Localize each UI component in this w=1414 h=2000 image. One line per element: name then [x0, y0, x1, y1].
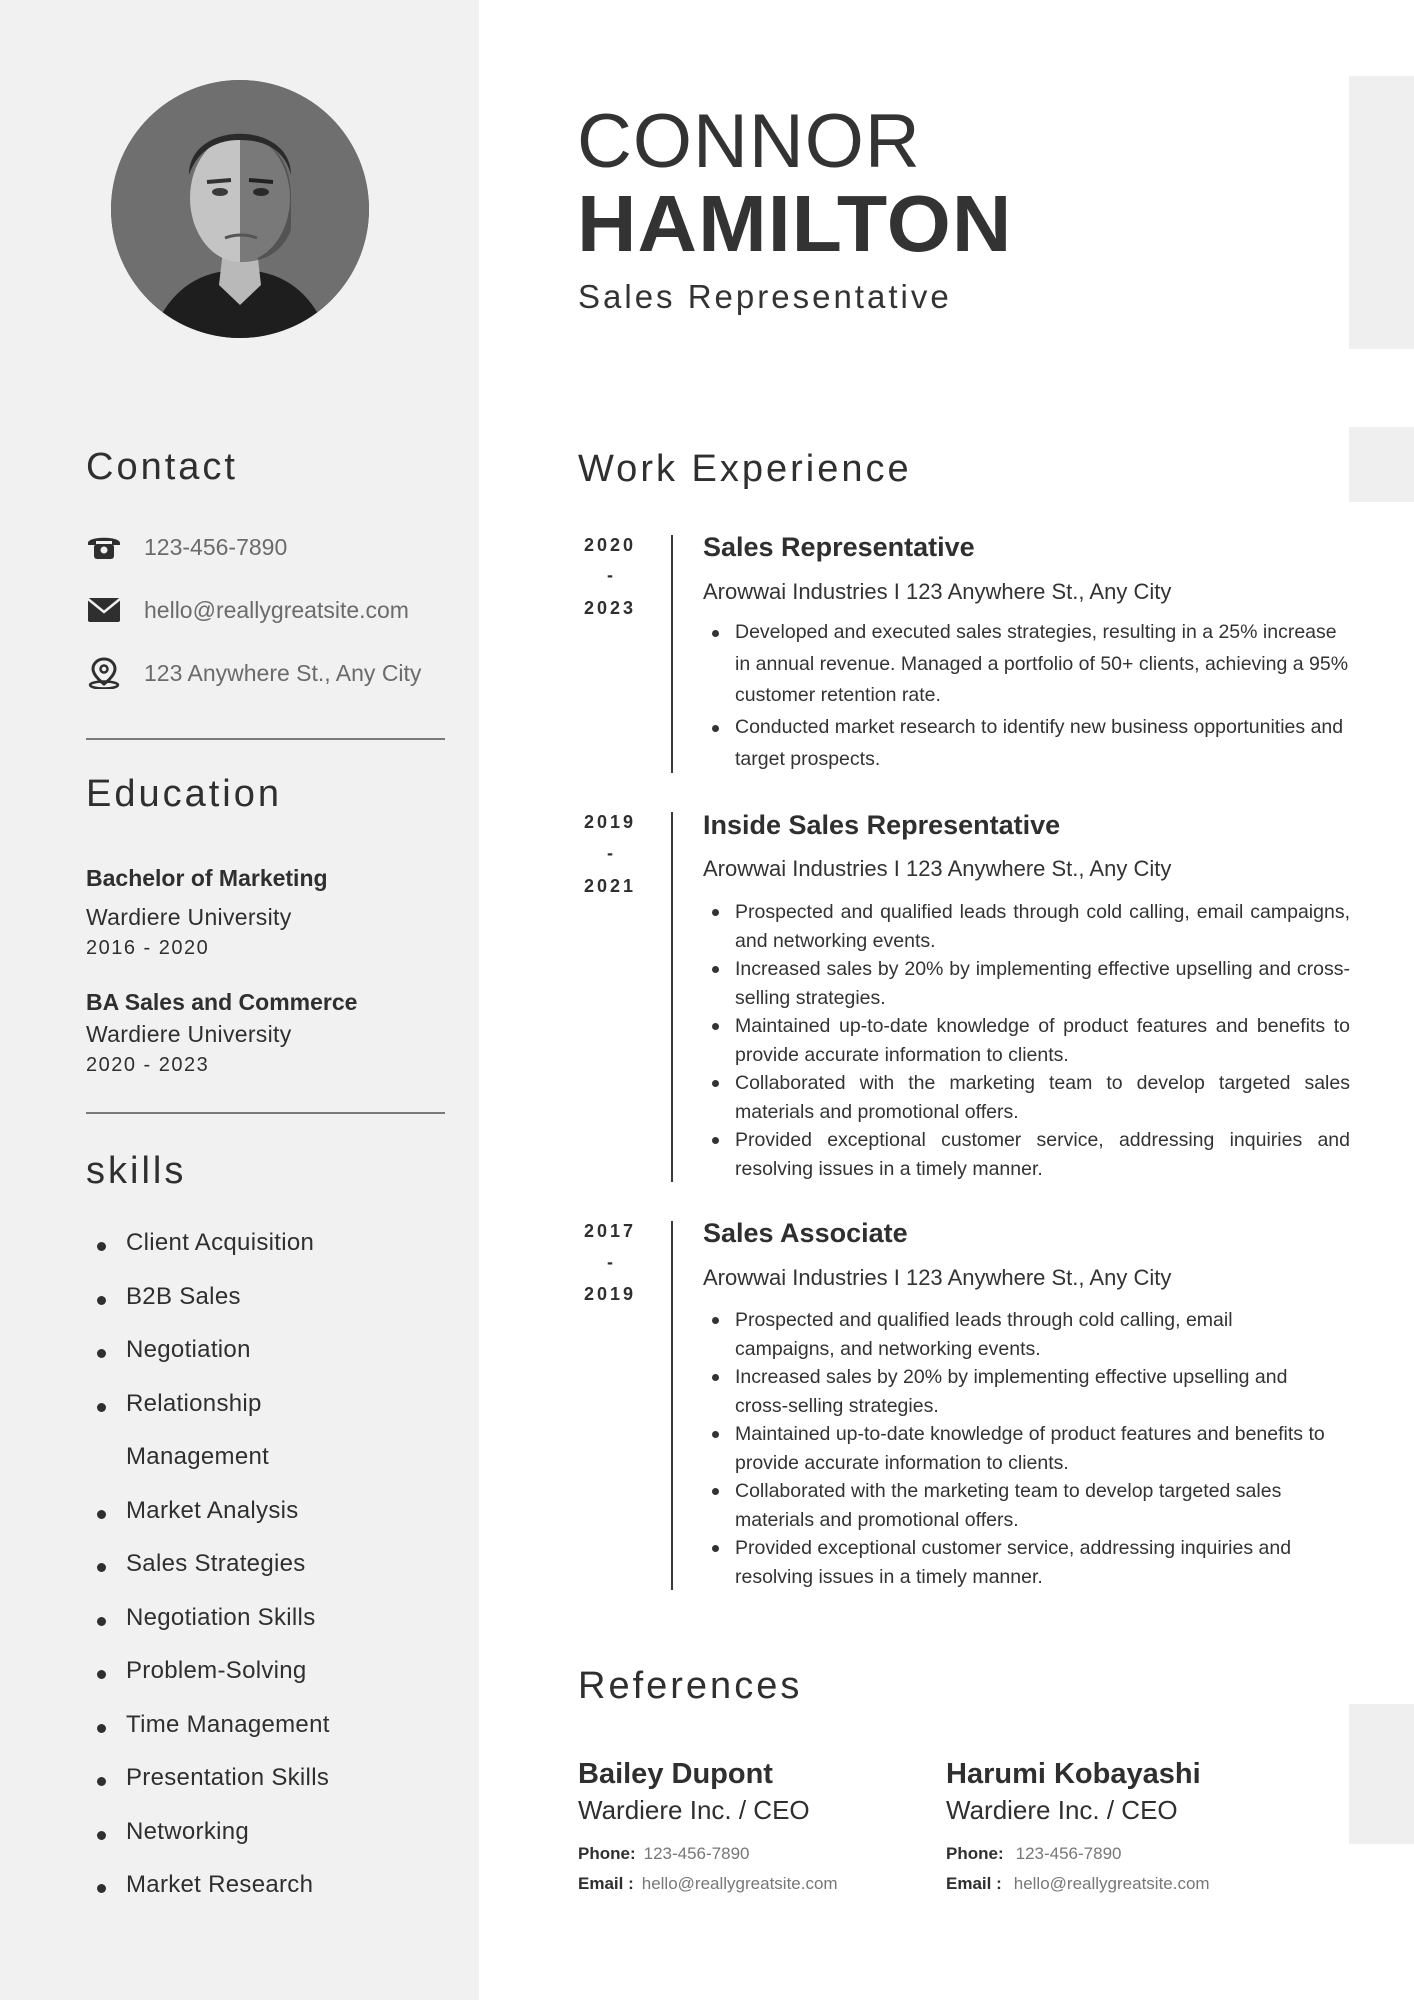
contact-address-text: 123 Anywhere St., Any City [144, 659, 422, 686]
bullet-icon [97, 1617, 106, 1626]
job-year-dash: - [607, 1252, 613, 1272]
reference-role: Wardiere Inc. / CEO [946, 1795, 1178, 1825]
timeline-line [671, 1221, 673, 1590]
job-role: Sales Associate [703, 1218, 908, 1248]
job-title: Sales Representative [578, 278, 952, 315]
reference-phone: Phone: 123-456-7890 [946, 1844, 1122, 1863]
bullet-icon [712, 966, 719, 973]
bullet-icon [97, 1403, 106, 1412]
portrait-illustration [111, 80, 369, 338]
bullet-icon [712, 1317, 719, 1324]
education-degree-1: Bachelor of Marketing [86, 865, 328, 891]
education-years-1: 2016 - 2020 [86, 937, 210, 959]
bullet-icon [712, 1488, 719, 1495]
job-bullet: Collaborated with the marketing team to develop targeted sales materials and promotional offers. [703, 1477, 1333, 1534]
bullet-icon [97, 1670, 106, 1679]
reference-email: Email : hello@reallygreatsite.com [578, 1874, 838, 1893]
job-bullet: Developed and executed sales strategies, resulting in a 25% increase in annual revenue. Managed a portfolio of 50+ clients, achieving a 95% customer retention rate. [703, 617, 1350, 712]
job-role: Inside Sales Representative [703, 810, 1061, 840]
bullet-icon [97, 1242, 106, 1251]
contact-heading: Contact [86, 446, 238, 488]
bullet-icon [712, 630, 719, 637]
job-bullets [703, 898, 1350, 1183]
job-bullet: Prospected and qualified leads through cold calling, email campaigns, and networking events. [703, 898, 1350, 955]
job-bullet: Conducted market research to identify new business opportunities and target prospects. [703, 712, 1350, 775]
bullet-icon [97, 1831, 106, 1840]
job-bullet: Increased sales by 20% by implementing effective upselling and cross-selling strategies. [703, 955, 1350, 1012]
bullet-icon [712, 1545, 719, 1552]
divider-education [86, 1112, 445, 1114]
bullet-icon [712, 1374, 719, 1381]
bullet-icon [97, 1296, 106, 1305]
decorative-block-references [1349, 1704, 1414, 1844]
job-bullets [703, 1306, 1333, 1591]
job-company: Arowwai Industries I 123 Anywhere St., Any City [703, 1265, 1172, 1290]
reference-name: Harumi Kobayashi [946, 1758, 1201, 1790]
bullet-icon [712, 1023, 719, 1030]
bullet-icon [97, 1724, 106, 1733]
job-company: Arowwai Industries I 123 Anywhere St., Any City [703, 579, 1172, 604]
job-bullet: Prospected and qualified leads through cold calling, email campaigns, and networking events. [703, 1306, 1333, 1363]
bullet-icon [97, 1884, 106, 1893]
job-bullet: Collaborated with the marketing team to develop targeted sales materials and promotional offers. [703, 1069, 1350, 1126]
education-school-1: Wardiere University [86, 904, 292, 930]
bullet-icon [97, 1510, 106, 1519]
contact-phone [86, 530, 287, 564]
reference-role: Wardiere Inc. / CEO [578, 1795, 810, 1825]
contact-email [86, 593, 409, 627]
work-experience-heading: Work Experience [578, 448, 912, 490]
education-years-2: 2020 - 2023 [86, 1054, 210, 1076]
skills-heading: skills [86, 1150, 187, 1192]
timeline-line [671, 812, 673, 1182]
bullet-icon [712, 1080, 719, 1087]
job-year-dash: - [607, 565, 613, 585]
job-end-year: 2023 [583, 598, 637, 618]
bullet-icon [712, 725, 719, 732]
job-company: Arowwai Industries I 123 Anywhere St., Any City [703, 856, 1172, 881]
bullet-icon [712, 1137, 719, 1144]
contact-address [86, 656, 421, 690]
job-start-year: 2017 [583, 1221, 637, 1241]
education-degree-2: BA Sales and Commerce [86, 989, 358, 1015]
first-name: CONNOR [577, 99, 921, 184]
job-end-year: 2021 [583, 876, 637, 896]
job-role: Sales Representative [703, 532, 975, 562]
mail-icon [86, 593, 122, 627]
bullet-icon [97, 1349, 106, 1358]
divider-contact [86, 738, 445, 740]
decorative-block-top [1349, 76, 1414, 349]
contact-email-text[interactable]: hello@reallygreatsite.com [144, 596, 409, 623]
job-start-year: 2020 [583, 535, 637, 555]
job-bullet: Provided exceptional customer service, addressing inquiries and resolving issues in a timely manner. [703, 1126, 1350, 1183]
last-name: HAMILTON [577, 179, 1013, 268]
phone-icon [86, 530, 122, 564]
references-heading: References [578, 1665, 803, 1707]
job-end-year: 2019 [583, 1284, 637, 1304]
job-bullet: Maintained up-to-date knowledge of product features and benefits to provide accurate information to clients. [703, 1420, 1333, 1477]
location-pin-icon [86, 656, 122, 690]
job-bullets [703, 617, 1350, 776]
education-school-2: Wardiere University [86, 1021, 292, 1047]
job-bullet: Provided exceptional customer service, addressing inquiries and resolving issues in a timely manner. [703, 1534, 1333, 1591]
bullet-icon [97, 1777, 106, 1786]
reference-name: Bailey Dupont [578, 1758, 773, 1790]
reference-email: Email : hello@reallygreatsite.com [946, 1874, 1210, 1893]
profile-photo [111, 80, 369, 338]
job-bullet: Increased sales by 20% by implementing effective upselling and cross-selling strategies. [703, 1363, 1333, 1420]
bullet-icon [97, 1563, 106, 1572]
job-year-dash: - [607, 843, 613, 863]
job-bullet: Maintained up-to-date knowledge of product features and benefits to provide accurate information to clients. [703, 1012, 1350, 1069]
education-heading: Education [86, 773, 283, 815]
contact-phone-text[interactable]: 123-456-7890 [144, 533, 288, 560]
timeline-line [671, 535, 673, 773]
reference-phone: Phone: 123-456-7890 [578, 1844, 750, 1863]
bullet-icon [712, 1431, 719, 1438]
job-start-year: 2019 [583, 812, 637, 832]
decorative-block-work [1349, 427, 1414, 502]
bullet-icon [712, 909, 719, 916]
